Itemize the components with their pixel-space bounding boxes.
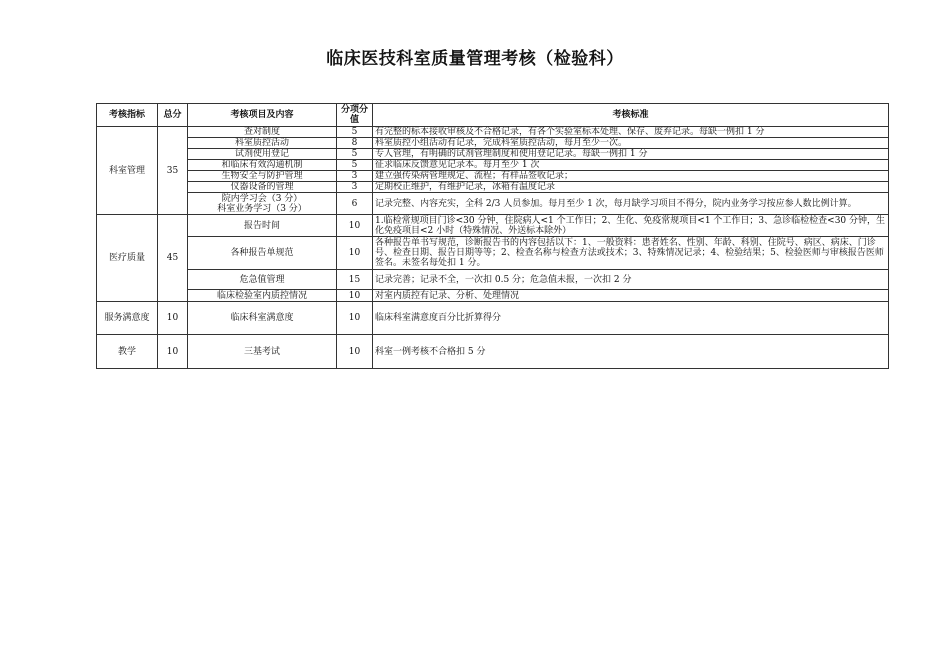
standard-cell: 临床科室满意度百分比折算得分 — [373, 302, 889, 335]
table-row — [97, 171, 889, 182]
page-title: 临床医技科室质量管理考核（检验科） — [326, 49, 624, 69]
score-cell: 6 — [337, 193, 373, 215]
total-cell: 35 — [158, 127, 188, 215]
standard-cell: 各种报告单书写规范，诊断报告书的内容包括以下：1、一般资料：患者姓名、性别、年龄、科别、住院号、病区、病床、门诊号、检查日期、报告日期等等；2、检查名称与检查方法或技术；3、特殊情况记录；4、检验结果；5、检验医师与审核报告医师签名。未签名每处扣 1 分。 — [373, 237, 889, 270]
score-cell: 10 — [337, 215, 373, 237]
header-item: 考核项目及内容 — [188, 104, 337, 127]
table-row — [97, 335, 889, 369]
total-cell: 45 — [158, 215, 188, 302]
score-cell: 8 — [337, 138, 373, 149]
category-cell: 科室管理 — [97, 127, 158, 215]
item-cell: 危急值管理 — [188, 270, 337, 290]
table-row — [97, 182, 889, 193]
header-score: 分项分值 — [337, 104, 373, 127]
score-cell: 10 — [337, 237, 373, 270]
header-total: 总分 — [158, 104, 188, 127]
item-cell — [188, 193, 337, 215]
score-cell: 5 — [337, 160, 373, 171]
standard-cell: 科室质控小组活动有记录，完成科室质控活动，每月至少一次。 — [373, 138, 889, 149]
table-row — [97, 215, 889, 237]
score-cell: 3 — [337, 182, 373, 193]
score-cell: 5 — [337, 149, 373, 160]
table-row — [97, 290, 889, 302]
assessment-table — [96, 103, 889, 369]
item-cell: 和临床有效沟通机制 — [188, 160, 337, 171]
table-row — [97, 270, 889, 290]
table-row — [97, 193, 889, 215]
score-cell: 15 — [337, 270, 373, 290]
item-cell: 报告时间 — [188, 215, 337, 237]
standard-cell: 建立强传染病管理规定、流程；有样品签收记录； — [373, 171, 889, 182]
item-cell: 三基考试 — [188, 335, 337, 369]
item-cell: 试剂使用登记 — [188, 149, 337, 160]
standard-cell: 1.临检常规项目门诊<30 分钟，住院病人<1 个工作日；2、生化、免疫常规项目<1 个工作日；3、急诊临检检查<30 分钟，生化免疫项目<2 小时（特殊情况、外送标本除外） — [373, 215, 889, 237]
item-cell: 各种报告单规范 — [188, 237, 337, 270]
item-cell: 临床科室满意度 — [188, 302, 337, 335]
header-indicator: 考核指标 — [97, 104, 158, 127]
table-row — [97, 237, 889, 270]
standard-cell: 定期校正维护，有维护记录，冰箱有温度记录 — [373, 182, 889, 193]
score-cell: 5 — [337, 127, 373, 138]
item-cell: 科室质控活动 — [188, 138, 337, 149]
total-cell: 10 — [158, 335, 188, 369]
standard-cell: 征求临床反馈意见记录本。每月至少 1 次 — [373, 160, 889, 171]
standard-cell: 专人管理，有明确的试剂管理制度和使用登记记录。每缺一例扣 1 分 — [373, 149, 889, 160]
score-cell: 3 — [337, 171, 373, 182]
table-row — [97, 138, 889, 149]
table-header-row — [97, 104, 889, 127]
category-cell: 教学 — [97, 335, 158, 369]
standard-cell: 记录完善；记录不全，一次扣 0.5 分；危急值未报，一次扣 2 分 — [373, 270, 889, 290]
standard-cell: 对室内质控有记录、分析、处理情况 — [373, 290, 889, 302]
item-line: 科室业务学习（3 分） — [217, 203, 307, 214]
item-line: 院内学习会（3 分） — [221, 193, 303, 204]
category-cell: 服务满意度 — [97, 302, 158, 335]
table-row — [97, 302, 889, 335]
table-row — [97, 149, 889, 160]
item-cell: 查对制度 — [188, 127, 337, 138]
table-row — [97, 160, 889, 171]
category-cell: 医疗质量 — [97, 215, 158, 302]
score-cell: 10 — [337, 302, 373, 335]
score-cell: 10 — [337, 290, 373, 302]
standard-cell: 记录完整、内容充实，全科 2/3 人员参加。每月至少 1 次，每月缺学习项目不得分，院内业务学习按应参人数比例计算。 — [373, 193, 889, 215]
item-cell: 仪器设备的管理 — [188, 182, 337, 193]
item-cell: 生物安全与防护管理 — [188, 171, 337, 182]
item-cell: 临床检验室内质控情况 — [188, 290, 337, 302]
table-row — [97, 127, 889, 138]
standard-cell: 科室一例考核不合格扣 5 分 — [373, 335, 889, 369]
header-standard: 考核标准 — [373, 104, 889, 127]
score-cell: 10 — [337, 335, 373, 369]
total-cell: 10 — [158, 302, 188, 335]
standard-cell: 有完整的标本接收审核及不合格记录，有各个实验室标本处理、保存、废弃记录。每缺一例扣 1 分 — [373, 127, 889, 138]
